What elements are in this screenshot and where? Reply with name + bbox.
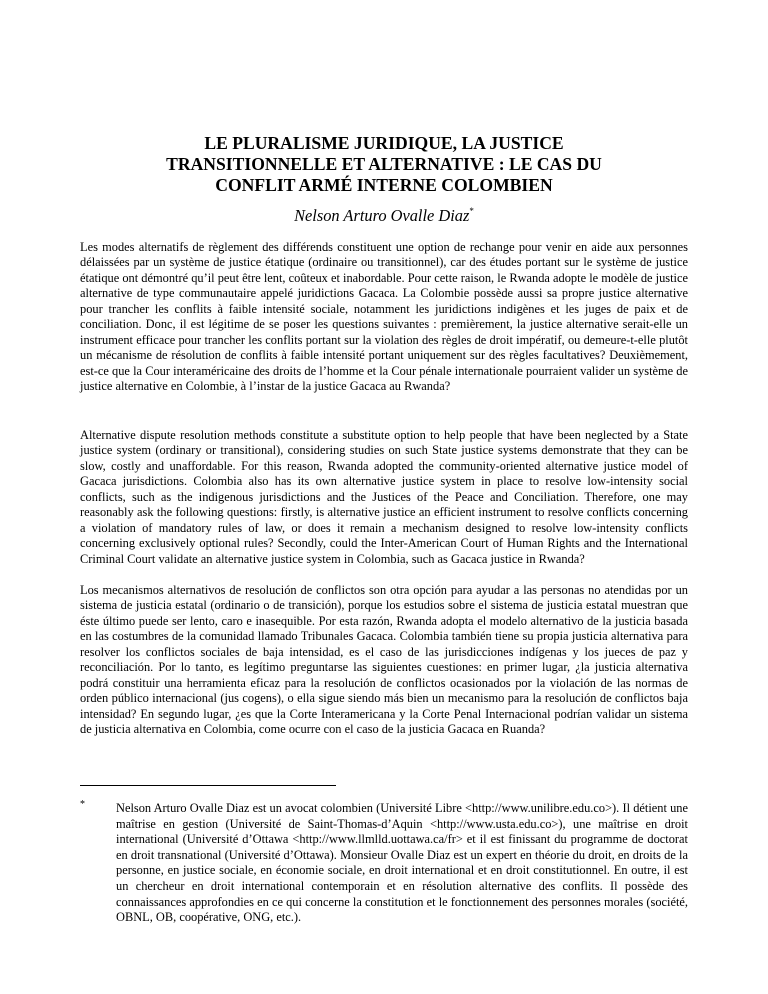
article-title [80, 133, 688, 196]
author-name: Nelson Arturo Ovalle Diaz [294, 206, 470, 225]
title-line: LE PLURALISME JURIDIQUE, LA JUSTICE [204, 133, 564, 153]
title-line: TRANSITIONNELLE ET ALTERNATIVE : LE CAS DU [166, 154, 602, 174]
footnote-mark: * [80, 799, 85, 810]
abstract-french: Les modes alternatifs de règlement des différends constituent une option de rechange pour venir en aide aux personnes délaissées par un système de justice étatique (ordinaire ou transitionnel), car des études portant sur le système de justice étatique ont démontré qu’il peut être lent, coûteux et inabordable. Pour cette raison, le Rwanda adopte le modèle de justice alternative de type communautaire appelé juridictions Gacaca. La Colombie possède aussi sa propre justice alternative pour trancher les conflits à faible intensité sociale, notamment les juridictions indigènes et les juges de paix et de conciliation. Donc, il est légitime de se poser les questions suivantes : premièrement, la justice alternative serait-elle un instrument efficace pour trancher les conflits portant sur la violation des règles de droit impératif, ou demeure-t-elle plutôt un mécanisme de résolution de conflits à faible intensité portant uniquement sur des règles facultatives? Deuxièmement, est-ce que la Cour interaméricaine des droits de l’homme et la Cour pénale internationale pourraient valider un système de justice alternative en Colombie, à l’instar de la justice Gacaca au Rwanda? [80, 240, 688, 394]
footnote-separator [80, 785, 336, 786]
author-note-mark: * [469, 206, 474, 216]
abstract-spanish: Los mecanismos alternativos de resolución de conflictos son otra opción para ayudar a las personas no atendidas por un sistema de justicia estatal (ordinario o de transición), porque los estudios sobre el sistema de justicia estatal muestran que éste último puede ser lento, caro e inasequible. Por esta razón, Rwanda adopta el modelo alternativo de la justicia basada en las costumbres de la comunidad llamado Tribunales Gacaca. Colombia también tiene su propia justicia alternativa para resolver los conflictos sociales de baja intensidad, es el caso de las jurisdicciones indígenas y los jueces de paz y reconciliación. Por lo tanto, es legítimo preguntarse las siguientes cuestiones: en primer lugar, ¿la justicia alternativa podrá constituir una herramienta eficaz para la resolución de conflictos ocasionados por la violación de las normas de orden público internacional (jus cogens), o ella sigue siendo más bien un mecanismo para la resolución de conflictos baja intensidad? En segundo lugar, ¿es que la Corte Interamericana y la Corte Penal Internacional podrían validar un sistema de justicia alternativa en Colombia, come ocurre con el caso de la justicia Gacaca en Ruanda? [80, 583, 688, 737]
abstract-english: Alternative dispute resolution methods constitute a substitute option to help people that have been neglected by a State justice system (ordinary or transitional), considering studies on such State justice systems demonstrate that they can be slow, costly and unaffordable. For this reason, Rwanda adopted the community-oriented alternative justice model of Gacaca jurisdictions. Colombia also has its own alternative justice system in place to resolve low-intensity social conflicts, such as the indigenous jurisdictions and the Justices of the Peace and Conciliation. Therefore, one may reasonably ask the following questions: firstly, is alternative justice an efficient instrument to resolve conflicts concerning a violation of mandatory rules of law, or does it remain a mechanism designed to resolve low-intensity conflicts concerning exclusively optional rules? Secondly, could the Inter-American Court of Human Rights and the International Criminal Court validate an alternative justice system in Colombia, such as Gacaca justice in Rwanda? [80, 428, 688, 566]
author-byline [80, 201, 688, 226]
title-line: CONFLIT ARMÉ INTERNE COLOMBIEN [215, 175, 553, 195]
author-footnote: Nelson Arturo Ovalle Diaz est un avocat colombien (Université Libre <http://www.unilibre.edu.co>). Il détient une maîtrise en gestion (Université de Saint-Thomas-d’Aquin <http://www.usta.edu.co>), une maîtrise en droit international (Université d’Ottawa <http://www.llmlld.uottawa.ca/fr> et il est finissant du programme de doctorat en droit transnational (Université d’Ottawa). Monsieur Ovalle Diaz est un expert en théorie du droit, en droits de la personne, en justice sociale, en économie sociale, en droit international et en droit constitutionnel. En outre, il est un chercheur en droit international contemporain et en résolution alternative des conflits. Il possède des connaissances approfondies en ce qui concerne la constitution et le fonctionnement des personnes morales (société, OBNL, OB, coopérative, ONG, etc.). [116, 801, 688, 925]
